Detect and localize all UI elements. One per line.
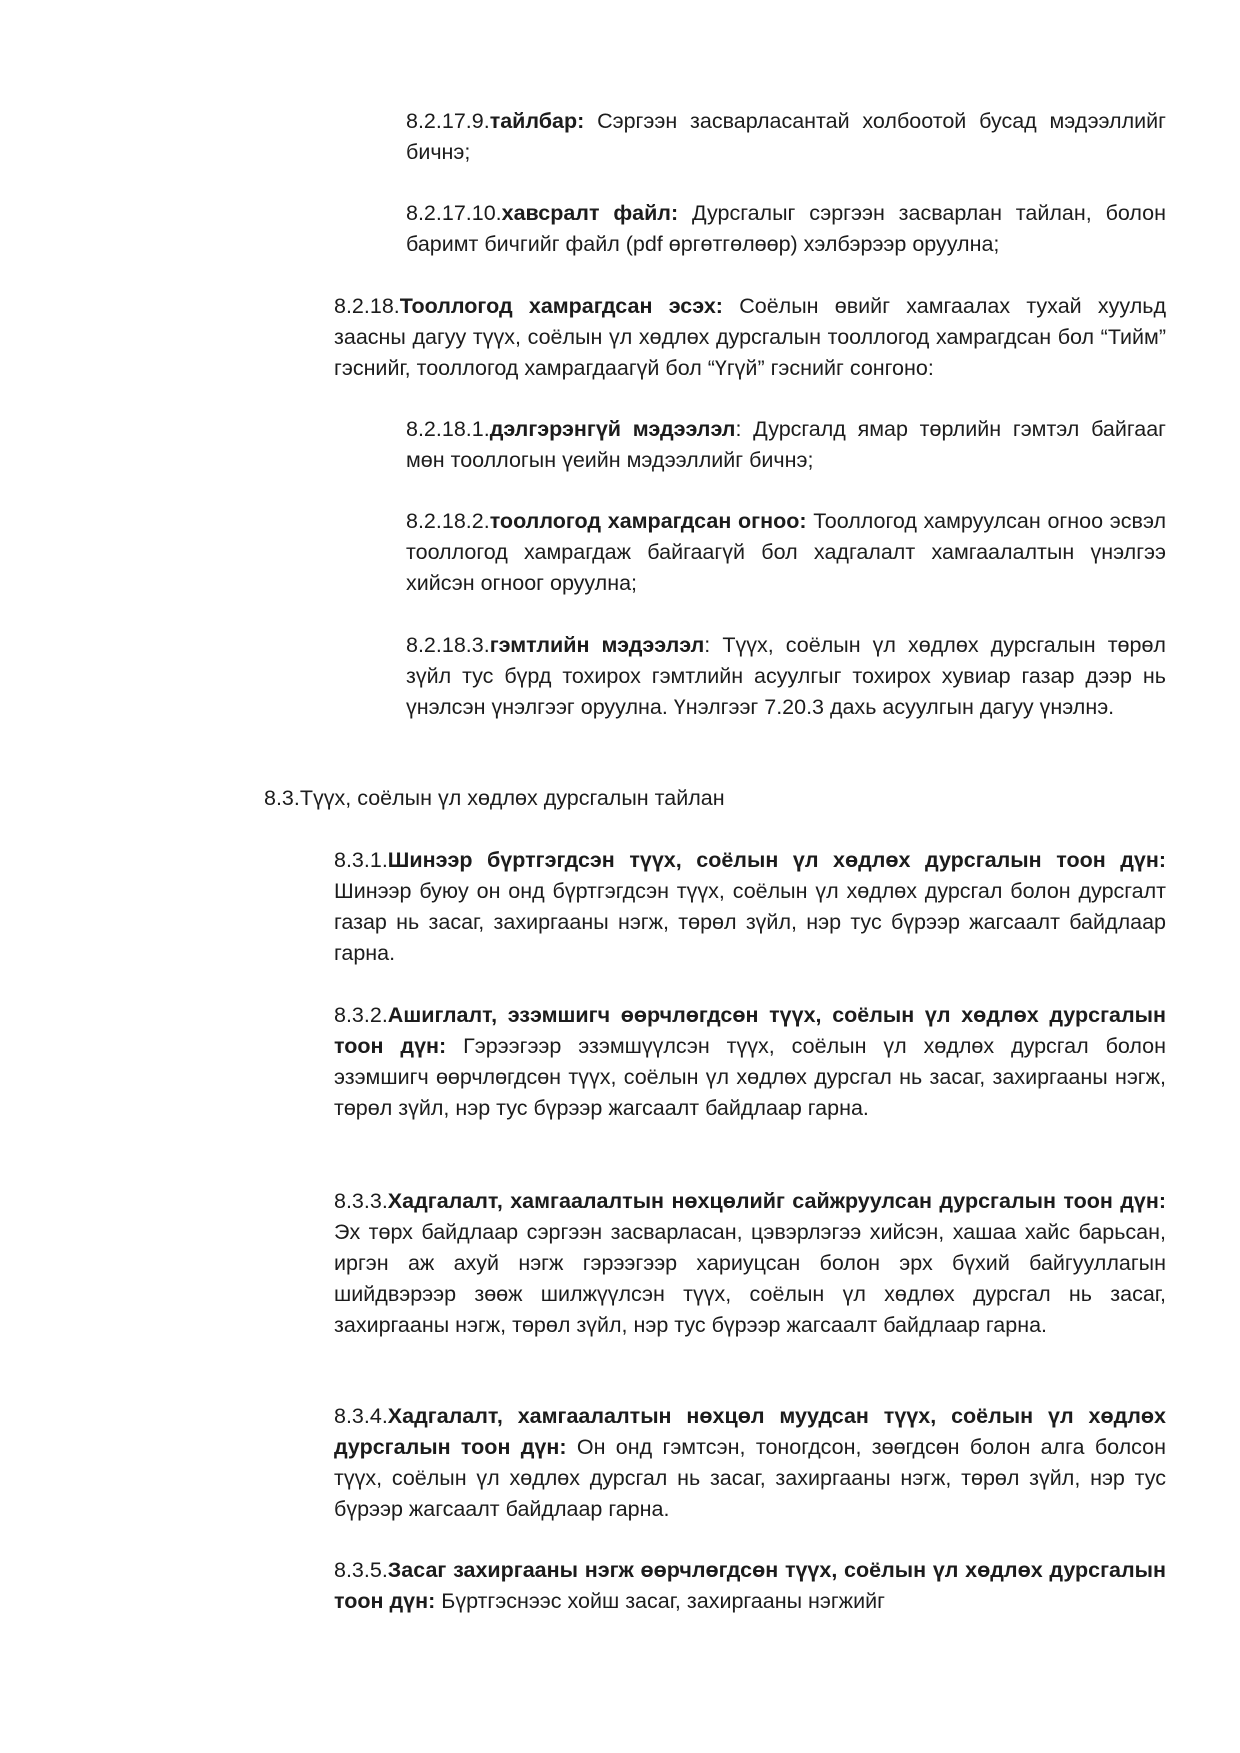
clause-text: Дурсгалыг сэргээн засварлан тайлан, болон баримт бичгийг файл (pdf өргөтгөлөөр) хэлбэрээр оруулна;: [406, 201, 1166, 256]
clause-number: 8.2.18.1.: [406, 417, 490, 441]
clause-term: дэлгэрэнгүй мэдээлэл: [489, 417, 736, 441]
clause-8-2-18: [334, 291, 1166, 384]
clause-term: хавсралт файл:: [501, 201, 679, 225]
clause-number: 8.2.17.10.: [406, 201, 502, 225]
clause-text: : Дурсгалд ямар төрлийн гэмтэл байгааг мөн тооллогын үеийн мэдээллийг бичнэ;: [406, 417, 1166, 472]
clause-number: 8.3.2.: [334, 1003, 388, 1027]
clause-8-2-18-3: [406, 630, 1166, 723]
clause-8-3-4: [334, 1401, 1166, 1525]
clause-term: Ашиглалт, эзэмшигч өөрчлөгдсөн түүх, соёлын үл хөдлөх дурсгалын тоон дүн:: [334, 1003, 1166, 1058]
clause-8-2-17-10: [406, 198, 1166, 260]
clause-term: гэмтлийн мэдээлэл: [489, 633, 705, 657]
clause-term: Засаг захиргааны нэгж өөрчлөгдсөн түүх, соёлын үл хөдлөх дурсгалын тоон дүн:: [334, 1558, 1166, 1613]
clause-number: 8.2.18.: [334, 294, 400, 318]
clause-number: 8.2.17.9.: [406, 109, 490, 133]
clause-8-3-5: [334, 1555, 1166, 1617]
clause-term: тайлбар:: [489, 109, 585, 133]
clause-text: Бүртгэснээс хойш засаг, захиргааны нэгжийг: [435, 1589, 885, 1613]
clause-8-3-1: [334, 845, 1166, 969]
section-title: Түүх, соёлын үл хөдлөх дурсгалын тайлан: [299, 786, 725, 810]
clause-term: Шинээр бүртгэгдсэн түүх, соёлын үл хөдлөх дурсгалын тоон дүн:: [387, 848, 1166, 872]
section-number: 8.3.: [264, 786, 300, 810]
clause-number: 8.2.18.3.: [406, 633, 490, 657]
clause-number: 8.3.4.: [334, 1404, 388, 1428]
clause-term: Хадгалалт, хамгаалалтын нөхцөлийг сайжруулсан дурсгалын тоон дүн:: [387, 1189, 1166, 1213]
clause-text: Тооллогод хамруулсан огноо эсвэл тооллогод хамрагдаж байгаагүй бол хадгалалт хамгаалалтын үнэлгээ хийсэн огноог оруулна;: [406, 509, 1166, 595]
clause-8-2-18-2: [406, 506, 1166, 599]
clause-number: 8.3.5.: [334, 1558, 388, 1582]
clause-8-2-17-9: [406, 106, 1166, 168]
clause-number: 8.3.1.: [334, 848, 388, 872]
clause-8-3-3: [334, 1186, 1166, 1341]
clause-8-2-18-1: [406, 414, 1166, 476]
clause-term: Хадгалалт, хамгаалалтын нөхцөл муудсан түүх, соёлын үл хөдлөх дурсгалын тоон дүн:: [334, 1404, 1166, 1459]
clause-text: Сэргээн засварласантай холбоотой бусад мэдээллийг бичнэ;: [406, 109, 1166, 164]
clause-text: Шинээр буюу он онд бүртгэгдсэн түүх, соёлын үл хөдлөх дурсгал болон дурсгалт газар нь засаг, захиргааны нэгж, төрөл зүйл, нэр тус бүрээр жагсаалт байдлаар гарна.: [334, 879, 1166, 965]
section-8-3-heading: [264, 783, 1164, 814]
clause-number: 8.3.3.: [334, 1189, 388, 1213]
clause-term: Тооллогод хамрагдсан эсэх:: [399, 294, 723, 318]
clause-text: Он онд гэмтсэн, тоногдсон, зөөгдсөн болон алга болсон түүх, соёлын үл хөдлөх дурсгал нь засаг, захиргааны нэгж, төрөл зүйл, нэр тус бүрээр жагсаалт байдлаар гарна.: [334, 1435, 1166, 1521]
clause-term: тооллогод хамрагдсан огноо:: [489, 509, 807, 533]
clause-text: Соёлын өвийг хамгаалах тухай хуульд заасны дагуу түүх, соёлын үл хөдлөх дурсгалын тооллогод хамрагдсан бол “Тийм” гэснийг, тооллогод хамрагдаагүй бол “Үгүй” гэснийг сонгоно:: [334, 294, 1166, 380]
clause-text: Эх төрх байдлаар сэргээн засварласан, цэвэрлэгээ хийсэн, хашаа хайс барьсан, иргэн аж ахуй нэгж гэрээгээр хариуцсан болон эрх бүхий байгууллагын шийдвэрээр зөөж шилжүүлсэн түүх, соёлын үл хөдлөх дурсгал нь засаг, захиргааны нэгж, төрөл зүйл, нэр тус бүрээр жагсаалт байдлаар гарна.: [334, 1220, 1166, 1337]
clause-text: Гэрээгээр эзэмшүүлсэн түүх, соёлын үл хөдлөх дурсгал болон эзэмшигч өөрчлөгдсөн түүх, соёлын үл хөдлөх дурсгал нь засаг, захиргааны нэгж, төрөл зүйл, нэр тус бүрээр жагсаалт байдлаар гарна.: [334, 1034, 1167, 1120]
clause-number: 8.2.18.2.: [406, 509, 490, 533]
clause-8-3-2: [334, 1000, 1166, 1124]
clause-text: : Түүх, соёлын үл хөдлөх дурсгалын төрөл зүйл тус бүрд тохирох гэмтлийн асуулгыг тохирох хувиар газар дээр нь үнэлсэн үнэлгээг оруулна. Үнэлгээг 7.20.3 дахь асуулгын дагуу үнэлнэ.: [406, 633, 1166, 719]
